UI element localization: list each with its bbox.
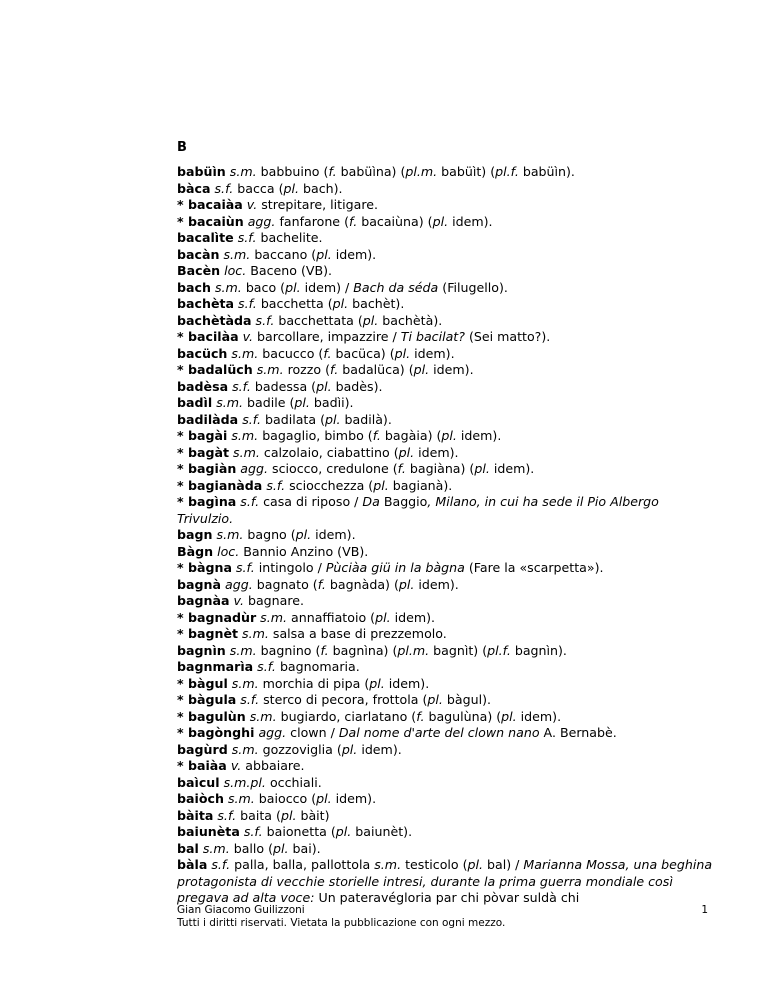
grammar-label: pl.	[474, 461, 490, 476]
grammar-label: s.m.	[231, 741, 259, 757]
entry-text: bagiàna) (	[405, 461, 475, 476]
footer-author: Gian Giacomo Guilizzoni	[177, 904, 305, 916]
grammar-label: s.f.	[237, 230, 257, 245]
entry-text: bagnàda) (	[325, 576, 399, 592]
entry-text: Baggio	[379, 494, 428, 509]
dictionary-entry	[177, 313, 717, 330]
entry-text: gozzoviglia (	[258, 741, 342, 757]
entry-headword: * bàgna	[177, 560, 232, 575]
grammar-label: s.m.	[374, 857, 402, 872]
grammar-label: s.m.	[231, 345, 259, 361]
grammar-label: pl.	[285, 279, 301, 295]
entry-text: baccano (	[250, 246, 317, 262]
dictionary-entry	[177, 560, 717, 577]
entry-text: babüìna) (	[336, 164, 406, 179]
entry-text: fanfarone (	[275, 213, 349, 229]
entry-headword: * bagnèt	[177, 626, 239, 641]
entry-headword: badilàda	[177, 411, 239, 427]
entry-text: bacucco (	[258, 345, 324, 361]
entry-text: bàit)	[296, 807, 330, 823]
grammar-label: s.f.	[238, 296, 257, 311]
grammar-label: pl.	[295, 527, 312, 542]
entry-text: clown /	[286, 725, 339, 740]
entry-headword: bagn	[177, 527, 213, 542]
grammar-label: s.f.	[255, 312, 275, 328]
dictionary-entry	[177, 445, 717, 462]
entry-headword: * bagònghi	[177, 725, 255, 740]
grammar-label: f.	[317, 576, 326, 592]
entry-text: (Fare la «scarpetta»).	[464, 560, 604, 575]
entry-text: idem).	[429, 362, 474, 377]
grammar-label: pl.	[294, 395, 310, 410]
entry-headword: * bacaiàa	[177, 197, 243, 212]
dictionary-entry	[177, 758, 717, 775]
grammar-label: v.	[242, 329, 254, 344]
entry-text: baionetta (	[262, 824, 336, 839]
grammar-label: s.m.pl.	[223, 774, 266, 790]
dictionary-entry	[177, 775, 717, 792]
grammar-label: agg.	[258, 725, 287, 740]
dictionary-entry	[177, 577, 717, 594]
entry-text: rozzo (	[283, 362, 331, 377]
entry-text: bagnìn).	[510, 642, 567, 658]
grammar-label: pl.	[432, 213, 449, 229]
dictionary-entry	[177, 676, 717, 693]
grammar-label: s.m.	[229, 642, 257, 658]
entry-text: (Sei matto?).	[464, 329, 551, 344]
entry-text: bach).	[298, 180, 343, 196]
grammar-label: s.f.	[266, 477, 286, 493]
dictionary-entry	[177, 197, 717, 214]
grammar-label: s.m.	[227, 791, 255, 806]
entry-text: bacaiùna) (	[357, 213, 433, 229]
grammar-label: s.f.	[214, 180, 234, 196]
dictionary-entry	[177, 412, 717, 429]
entry-text: badilata (	[260, 411, 325, 427]
dictionary-entry	[177, 808, 717, 825]
entry-text: bagulùna) (	[424, 708, 502, 724]
italic-text: Ti bacilat?	[400, 329, 465, 344]
entry-headword: bach	[177, 279, 211, 295]
dictionary-entry	[177, 296, 717, 313]
entry-headword: bal	[177, 840, 199, 856]
dictionary-entry	[177, 527, 717, 544]
grammar-label: pl.	[373, 477, 389, 493]
grammar-label: s.m.	[223, 246, 251, 262]
entry-text: Baceno (VB).	[246, 263, 333, 278]
entry-headword: bagnà	[177, 576, 221, 592]
grammar-label: f.	[330, 362, 339, 377]
entry-headword: bàla	[177, 857, 208, 872]
entry-text: babbuino (	[256, 164, 329, 179]
entry-text: bacüca) (	[331, 345, 395, 361]
grammar-label: pl.	[341, 741, 358, 757]
grammar-label: pl.m.	[397, 642, 430, 658]
entry-text: bagnìt) (	[429, 642, 488, 658]
entry-text: baita (	[236, 807, 281, 823]
dictionary-entry	[177, 329, 717, 346]
grammar-label: f.	[416, 708, 425, 724]
entry-text: bagianà).	[388, 477, 453, 493]
entry-headword: * bagulùn	[177, 708, 246, 724]
dictionary-entry	[177, 791, 717, 808]
grammar-label: pl.	[441, 428, 457, 443]
entry-text: (Filugello).	[438, 279, 508, 295]
grammar-label: f.	[348, 213, 358, 229]
entry-headword: babüìn	[177, 164, 226, 179]
entry-headword: Bacèn	[177, 263, 221, 278]
entry-text: sciocchezza (	[285, 477, 374, 493]
entry-text: bagnomaria.	[275, 659, 360, 674]
entry-headword: bagnàa	[177, 593, 230, 608]
grammar-label: s.m.	[260, 609, 288, 625]
entry-text: idem).	[516, 708, 562, 724]
entry-text: bacchetta (	[256, 296, 333, 311]
entry-headword: bacalìte	[177, 230, 234, 245]
entry-headword: * bagianàda	[177, 477, 263, 493]
entry-text: abbaiare.	[241, 758, 305, 773]
entry-headword: * bagàt	[177, 444, 230, 460]
entry-headword: bàca	[177, 180, 211, 196]
entry-headword: * bàgula	[177, 692, 237, 707]
dictionary-entry	[177, 379, 717, 396]
entry-text: baiocco (	[254, 791, 317, 806]
grammar-label: agg.	[240, 461, 269, 476]
entry-text: idem).	[414, 444, 459, 460]
dictionary-entry	[177, 725, 717, 742]
grammar-label: s.f.	[211, 857, 231, 872]
entry-text: idem) /	[300, 279, 354, 295]
grammar-label: s.m.	[256, 362, 284, 377]
grammar-label: pl.	[283, 180, 299, 196]
grammar-label: s.m.	[214, 279, 242, 295]
grammar-label: pl.	[335, 824, 352, 839]
dictionary-entry	[177, 626, 717, 643]
entry-headword: bagnìn	[177, 642, 226, 658]
dictionary-entry	[177, 214, 717, 231]
grammar-label: pl.	[273, 840, 289, 856]
entry-text: bai).	[288, 840, 321, 856]
dictionary-entry	[177, 857, 717, 907]
grammar-label: pl.	[362, 312, 379, 328]
dictionary-entry	[177, 824, 717, 841]
italic-text: Da	[362, 494, 380, 509]
dictionary-entry	[177, 643, 717, 660]
dictionary-entry	[177, 346, 717, 363]
entry-headword: badìl	[177, 395, 213, 410]
entry-text: bagno (	[243, 527, 296, 542]
grammar-label: pl.	[398, 576, 415, 592]
entry-text: palla, balla, pallottola	[230, 857, 375, 872]
entry-text: intingolo /	[254, 560, 326, 575]
grammar-label: f.	[397, 461, 406, 476]
entry-text: badilà).	[340, 411, 392, 427]
section-letter: B	[177, 140, 187, 155]
grammar-label: pl.	[427, 692, 443, 707]
grammar-label: s.f.	[235, 560, 255, 575]
entry-text: testicolo (	[401, 857, 468, 872]
grammar-label: f.	[372, 428, 381, 443]
grammar-label: f.	[323, 345, 332, 361]
grammar-label: pl.	[316, 246, 332, 262]
italic-text: , Milano, in cui ha sede il Pio Albergo Trivulzio.	[177, 494, 659, 526]
grammar-label: pl.	[332, 296, 349, 311]
dictionary-entry	[177, 494, 717, 527]
dictionary-entry	[177, 593, 717, 610]
dictionary-entry	[177, 692, 717, 709]
grammar-label: pl.	[394, 345, 411, 361]
entry-headword: * baiàa	[177, 758, 227, 773]
entry-text: strepitare, litigare.	[257, 197, 378, 212]
entry-headword: bacüch	[177, 345, 228, 361]
page-number: 1	[701, 904, 708, 916]
entry-text: bachètà).	[378, 312, 443, 328]
entry-text: bugiardo, ciarlatano (	[276, 708, 417, 724]
italic-text: Marianna Mossa, una beghina protagonista di vecchie storielle intresi, durante la prima guerra mondiale così pregava ad alta voce:	[177, 857, 713, 905]
grammar-label: pl.	[398, 444, 415, 460]
grammar-label: pl.m.	[405, 164, 438, 179]
entry-headword: bàita	[177, 807, 214, 823]
grammar-label: s.m.	[216, 527, 244, 542]
entry-text: idem).	[390, 609, 436, 625]
entry-headword: baiunèta	[177, 824, 240, 839]
entry-text: badès).	[331, 378, 383, 394]
entry-text: sterco di pecora, frottola (	[259, 692, 428, 707]
entry-headword: * bacilàa	[177, 329, 239, 344]
grammar-label: s.f.	[243, 824, 263, 839]
grammar-label: agg.	[225, 576, 253, 592]
grammar-label: pl.	[369, 675, 385, 691]
entry-headword: bachètàda	[177, 312, 252, 328]
entry-headword: * bagiàn	[177, 461, 237, 476]
dictionary-entry	[177, 395, 717, 412]
entry-text: idem).	[414, 576, 459, 592]
entry-headword: * bagìna	[177, 494, 237, 509]
entry-text: barcollare, impazzire /	[253, 329, 401, 344]
entry-headword: * bàgul	[177, 675, 228, 691]
grammar-label: s.m.	[202, 840, 230, 856]
entry-text: badìi).	[309, 395, 354, 410]
italic-text: Bach da séda	[353, 279, 439, 295]
entry-headword: bagùrd	[177, 741, 228, 757]
dictionary-entry	[177, 280, 717, 297]
entry-headword: bacàn	[177, 246, 220, 262]
dictionary-entry	[177, 164, 717, 181]
entry-text: badessa (	[250, 378, 317, 394]
entry-text: salsa a base di prezzemolo.	[268, 626, 447, 641]
entry-text: occhiali.	[265, 774, 322, 790]
entry-text: idem).	[357, 741, 402, 757]
grammar-label: s.m.	[233, 444, 260, 460]
grammar-label: f.	[320, 642, 329, 658]
grammar-label: loc.	[224, 263, 247, 278]
entry-text: baco (	[241, 279, 286, 295]
entry-text: babüìn).	[518, 164, 575, 179]
grammar-label: s.m.	[242, 626, 269, 641]
dictionary-entry	[177, 659, 717, 676]
entry-text: badalüca) (	[338, 362, 414, 377]
grammar-label: v.	[246, 197, 258, 212]
entry-text: Bannio Anzino (VB).	[239, 543, 369, 559]
entry-text: bagàia) (	[380, 428, 442, 443]
dictionary-entry	[177, 181, 717, 198]
grammar-label: v.	[233, 593, 244, 608]
entry-text: calzolaio, ciabattino (	[259, 444, 399, 460]
entry-text: idem).	[489, 461, 535, 476]
grammar-label: s.m.	[229, 164, 257, 179]
dictionary-entry	[177, 709, 717, 726]
entry-text: bacca (	[233, 180, 284, 196]
grammar-label: f.	[328, 164, 337, 179]
grammar-label: loc.	[217, 543, 240, 559]
entry-text: idem).	[410, 345, 455, 361]
entry-headword: baiòch	[177, 791, 224, 806]
entry-text: idem).	[384, 675, 430, 691]
grammar-label: s.f.	[232, 378, 251, 394]
footer-rights: Tutti i diritti riservati. Vietata la pubblicazione con ogni mezzo.	[177, 917, 506, 929]
grammar-label: pl.	[316, 791, 332, 806]
dictionary-entry	[177, 362, 717, 379]
dictionary-entry	[177, 230, 717, 247]
entry-headword: bachèta	[177, 296, 235, 311]
grammar-label: pl.	[316, 378, 332, 394]
entry-text: ballo (	[229, 840, 274, 856]
grammar-label: s.m.	[249, 708, 277, 724]
italic-text: Pùciàa giü in la bàgna	[325, 560, 465, 575]
grammar-label: s.f.	[257, 659, 276, 674]
grammar-label: pl.	[324, 411, 341, 427]
entry-text: bagnare.	[243, 593, 305, 608]
entry-text: Un pateravégloria par chi pòvar suldà chi	[314, 890, 580, 905]
dictionary-entry	[177, 610, 717, 627]
entry-text: sciocco, credulone (	[268, 461, 398, 476]
entry-text: bagaglio, bimbo (	[258, 428, 373, 443]
dictionary-entry	[177, 247, 717, 264]
grammar-label: pl.	[280, 807, 297, 823]
page-footer	[177, 904, 707, 930]
grammar-label: s.f.	[240, 494, 260, 509]
grammar-label: s.f.	[242, 411, 261, 427]
dictionary-entries	[177, 164, 717, 907]
dictionary-entry	[177, 841, 717, 858]
entry-text: idem).	[331, 791, 377, 806]
italic-text: Dal nome d'arte del clown nano	[338, 725, 540, 740]
entry-headword: badèsa	[177, 378, 229, 394]
grammar-label: s.m.	[231, 428, 259, 443]
entry-text: baiunèt).	[351, 824, 413, 839]
grammar-label: s.f.	[217, 807, 237, 823]
grammar-label: pl.	[501, 708, 517, 724]
grammar-label: pl.f.	[495, 164, 519, 179]
entry-text: idem).	[448, 213, 493, 229]
entry-text: morchia di pipa (	[258, 675, 370, 691]
entry-text: bal) /	[483, 857, 524, 872]
entry-text: badile (	[243, 395, 295, 410]
grammar-label: pl.	[467, 857, 484, 872]
dictionary-entry	[177, 263, 717, 280]
entry-headword: * bacaiùn	[177, 213, 244, 229]
entry-headword: baìcul	[177, 774, 220, 790]
entry-headword: * badalüch	[177, 362, 253, 377]
entry-text: bachelite.	[256, 230, 323, 245]
grammar-label: pl.	[413, 362, 430, 377]
grammar-label: s.m.	[231, 675, 259, 691]
entry-headword: * bagnadùr	[177, 609, 257, 625]
dictionary-entry	[177, 544, 717, 561]
entry-text: bàgul).	[442, 692, 491, 707]
entry-text: bagnìna) (	[328, 642, 398, 658]
entry-headword: Bàgn	[177, 543, 214, 559]
grammar-label: pl.	[375, 609, 391, 625]
dictionary-entry	[177, 461, 717, 478]
entry-headword: * bagài	[177, 428, 228, 443]
entry-text: A. Bernabè.	[539, 725, 617, 740]
entry-text: annaffiatoio (	[287, 609, 376, 625]
grammar-label: s.f.	[240, 692, 260, 707]
grammar-label: agg.	[247, 213, 276, 229]
entry-text: idem).	[311, 527, 356, 542]
entry-text: casa di riposo /	[259, 494, 363, 509]
dictionary-entry	[177, 478, 717, 495]
entry-text: bagnino (	[256, 642, 321, 658]
entry-text: bachèt).	[348, 296, 405, 311]
grammar-label: s.m.	[216, 395, 244, 410]
dictionary-entry	[177, 428, 717, 445]
entry-text: bagnato (	[252, 576, 318, 592]
entry-text: idem).	[456, 428, 502, 443]
entry-text: babüìt) (	[437, 164, 496, 179]
entry-text: idem).	[331, 246, 377, 262]
grammar-label: v.	[230, 758, 242, 773]
dictionary-entry	[177, 742, 717, 759]
entry-text: bacchettata (	[274, 312, 363, 328]
grammar-label: pl.f.	[487, 642, 511, 658]
entry-headword: bagnmarìa	[177, 659, 254, 674]
